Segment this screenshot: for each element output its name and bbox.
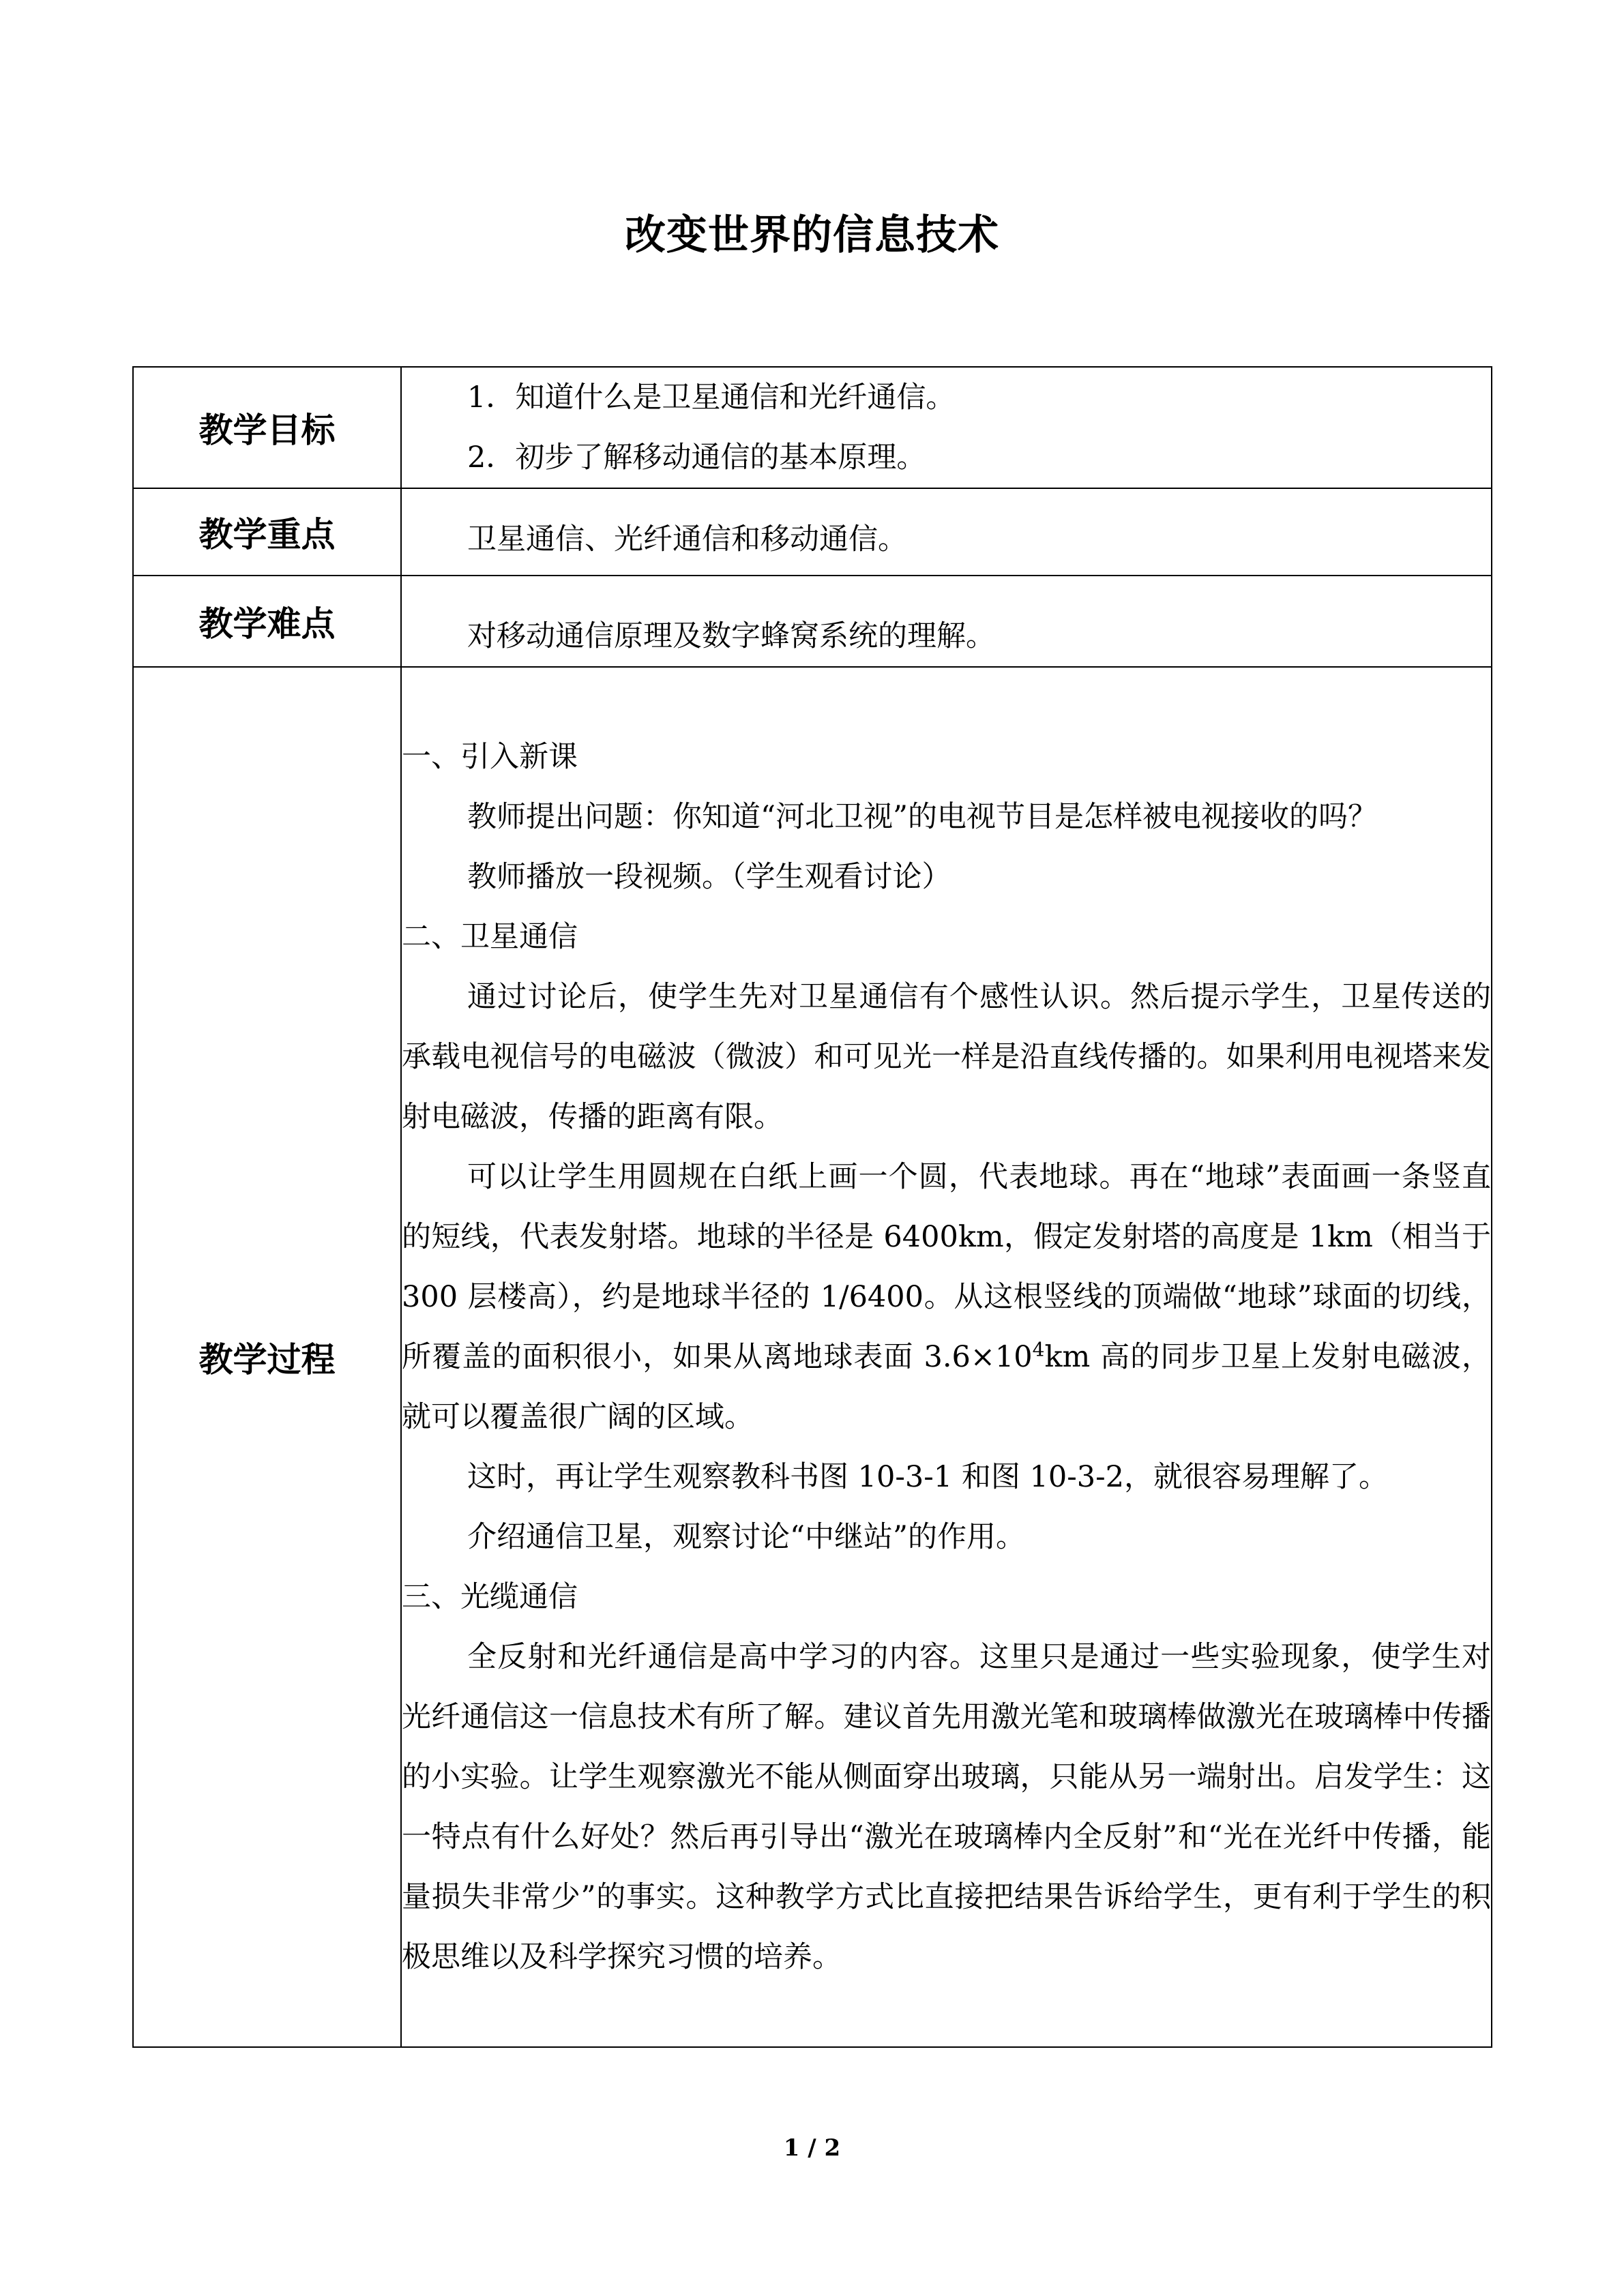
paragraph: 通过讨论后，使学生先对卫星通信有个感性认识。然后提示学生，卫星传送的承载电视信号的电磁波（微波）和可见光一样是沿直线传播的。如果利用电视塔来发射电磁波，传播的距离有限。 [402, 980, 1491, 1134]
table-row-difficulty [133, 576, 1492, 667]
section-heading-2: 二、卫星通信 [402, 920, 578, 954]
key-text: 卫星通信、光纤通信和移动通信。 [467, 522, 907, 556]
row-label-goal: 教学目标 [133, 367, 401, 488]
table-row-key [133, 488, 1492, 576]
section-heading-3: 三、光缆通信 [402, 1580, 578, 1614]
paragraph: 教师提出问题：你知道“河北卫视”的电视节目是怎样被电视接收的吗？ [467, 800, 1377, 834]
row-label-process: 教学过程 [133, 667, 401, 2047]
superscript-exponent: 4 [1032, 1338, 1045, 1361]
paragraph: 教师播放一段视频。（学生观看讨论） [467, 860, 951, 894]
page-number: 1 / 2 [783, 2134, 841, 2162]
row-content-difficulty [401, 576, 1492, 667]
goal-item-2: 2．初步了解移动通信的基本原理。 [467, 441, 926, 475]
row-label-key: 教学重点 [133, 488, 401, 576]
paragraph: 介绍通信卫星，观察讨论“中继站”的作用。 [467, 1520, 1025, 1554]
lesson-plan-table [132, 366, 1492, 2048]
paragraph-part: 可以让学生用圆规在白纸上画一个圆，代表地球。再在“地球”表面画一条竖直的短线，代表发射塔。地球的半径是 6400km，假定发射塔的高度是 1km（相当于 300 层楼高），约是地球半径的 1/6400。从这根竖线的顶端做“地球”球面的切线，所覆盖的面积很小，如果从离地球表面 3.6×10 [402, 1160, 1491, 1374]
section-heading-1: 一、引入新课 [402, 740, 578, 774]
paragraph: 全反射和光纤通信是高中学习的内容。这里只是通过一些实验现象，使学生对光纤通信这一信息技术有所了解。建议首先用激光笔和玻璃棒做激光在玻璃棒中传播的小实验。让学生观察激光不能从侧面穿出玻璃，只能从另一端射出。启发学生：这一特点有什么好处？然后再引导出“激光在玻璃棒内全反射”和“光在光纤中传播，能量损失非常少”的事实。这种教学方式比直接把结果告诉给学生，更有利于学生的积极思维以及科学探究习惯的培养。 [402, 1640, 1491, 1974]
paragraph-part: km 高的同步卫星上发射电磁波，就可以覆盖很广阔的区域。 [402, 1340, 1491, 1434]
row-content-goal [401, 367, 1492, 488]
paragraph: 这时，再让学生观察教科书图 10-3-1 和图 10-3-2，就很容易理解了。 [467, 1460, 1388, 1494]
table-row-process [133, 667, 1492, 2047]
row-content-key [401, 488, 1492, 576]
row-label-difficulty: 教学难点 [133, 576, 401, 667]
page-title: 改变世界的信息技术 [625, 211, 999, 259]
table-row-goal [133, 367, 1492, 488]
row-content-process [401, 667, 1492, 2047]
difficulty-text: 对移动通信原理及数字蜂窝系统的理解。 [467, 619, 995, 653]
goal-item-1: 1．知道什么是卫星通信和光纤通信。 [467, 381, 956, 415]
paragraph [402, 1147, 1491, 1447]
